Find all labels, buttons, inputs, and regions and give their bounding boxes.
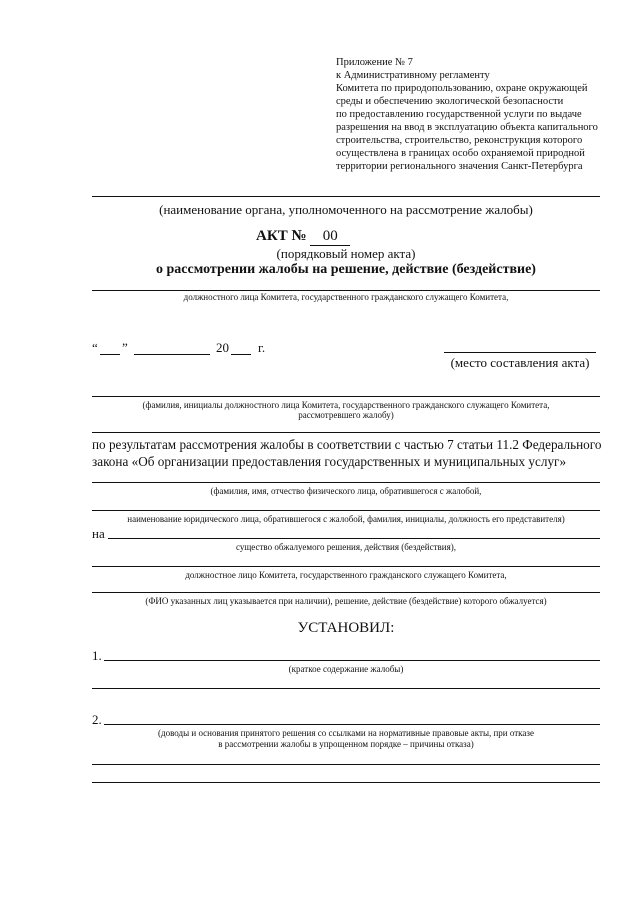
entity-caption: наименование юридического лица, обратившегося с жалобой, фамилия, инициалы, должность его представителя) <box>127 514 565 524</box>
date-close-quote: ” <box>122 340 128 355</box>
body-top-line[interactable] <box>92 432 600 433</box>
reviewer-caption-2: рассмотревшего жалобу) <box>298 410 394 420</box>
date-year-field[interactable] <box>231 354 251 355</box>
reviewer-caption-1: (фамилия, инициалы должностного лица Комитета, государственного гражданского служащего Комитета, <box>142 400 550 410</box>
date-year-suffix: г. <box>258 340 266 355</box>
act-label: АКТ № <box>256 228 307 244</box>
date-day-field[interactable] <box>100 354 120 355</box>
person-line[interactable] <box>92 482 600 483</box>
act-number-caption: (порядковый номер акта) <box>276 246 416 261</box>
essence-line[interactable] <box>108 538 600 539</box>
appendix-line: к Административному регламенту <box>336 70 490 81</box>
entity-line[interactable] <box>92 510 600 511</box>
date-month-field[interactable] <box>134 354 210 355</box>
appendix-line: среды и обеспечению экологической безопасности <box>336 96 564 107</box>
item2-caption-1: (доводы и основания принятого решения со ссылками на нормативные правовые акты, при отказе <box>158 728 534 738</box>
established-title: УСТАНОВИЛ: <box>297 620 395 636</box>
body-line-2: закона «Об организации предоставления государственных и муниципальных услуг» <box>92 454 567 469</box>
act-number-field[interactable]: 00 <box>310 228 350 246</box>
appendix-line: строительства, строительство, реконструкция которого <box>336 135 583 146</box>
person-caption: (фамилия, имя, отчество физического лица, обратившегося с жалобой, <box>210 486 482 496</box>
organ-line[interactable] <box>92 196 600 197</box>
appendix-line: Комитета по природопользованию, охране окружающей <box>336 83 588 94</box>
item2-number: 2. <box>92 712 102 727</box>
date-open-quote: “ <box>92 340 98 355</box>
reviewer-line[interactable] <box>92 396 600 397</box>
appendix-line: территории регионального значения Санкт-Петербурга <box>336 161 583 172</box>
place-line[interactable] <box>444 352 596 353</box>
on-label: на <box>92 526 105 541</box>
item1-caption: (краткое содержание жалобы) <box>288 664 404 674</box>
item2-caption-2: в рассмотрении жалобы в упрощенном порядке – причины отказа) <box>218 739 474 749</box>
appendix-line: разрешения на ввод в эксплуатацию объекта капитального <box>336 122 598 133</box>
organ-caption: (наименование органа, уполномоченного на рассмотрение жалобы) <box>159 202 533 217</box>
place-caption: (место составления акта) <box>450 355 590 370</box>
official-line[interactable] <box>92 290 600 291</box>
official-caption: должностного лица Комитета, государственного гражданского служащего Комитета, <box>183 292 509 302</box>
official2-caption: должностное лицо Комитета, государственного гражданского служащего Комитета, <box>185 570 507 580</box>
body-line-1: по результатам рассмотрения жалобы в соответствии с частью 7 статьи 11.2 Федерального <box>92 437 602 452</box>
date-year-prefix: 20 <box>216 340 229 355</box>
item1-extra-line[interactable] <box>92 688 600 689</box>
item1-line[interactable] <box>104 660 600 661</box>
appendix-line: по предоставлению государственной услуги по выдаче <box>336 109 582 120</box>
fio-line[interactable] <box>92 592 600 593</box>
essence-caption: существо обжалуемого решения, действия (бездействия), <box>235 542 456 552</box>
appendix-line: осуществлена в границах особо охраняемой природной <box>336 148 585 159</box>
item2-extra-line-2[interactable] <box>92 782 600 783</box>
item2-extra-line-1[interactable] <box>92 764 600 765</box>
item2-line[interactable] <box>104 724 600 725</box>
official2-line[interactable] <box>92 566 600 567</box>
item1-number: 1. <box>92 648 102 663</box>
fio-caption: (ФИО указанных лиц указывается при наличии), решение, действие (бездействие) которого обжалуется) <box>145 596 547 606</box>
act-title <box>256 228 350 246</box>
act-subject: о рассмотрении жалобы на решение, действие (бездействие) <box>156 262 536 277</box>
appendix-block <box>336 56 598 173</box>
appendix-line: Приложение № 7 <box>336 57 413 68</box>
